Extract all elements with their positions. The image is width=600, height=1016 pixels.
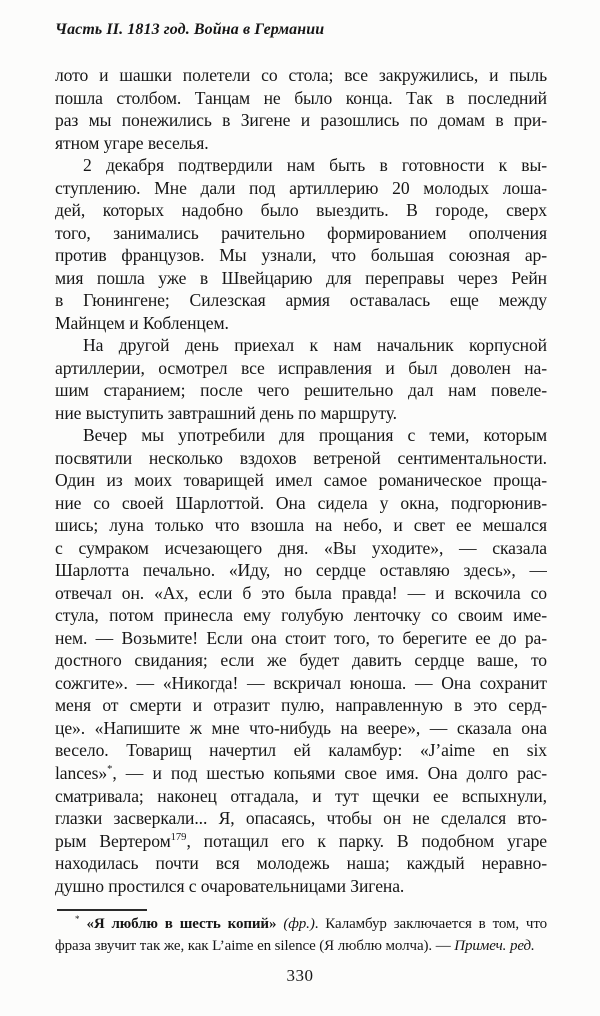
text-line: Вечер мы употребили для прощания с теми, которым [83, 425, 547, 446]
text-line: дей, которых надобно было выездить. В городе, сверх [55, 200, 547, 221]
text-line: отвечал он. «Ах, если б это была правда! — и вскочила со [55, 582, 547, 603]
text-line: того, занимались рачительно формированием ополчения [55, 222, 547, 243]
text-line: душно простился с очаровательницами Зигена. [55, 875, 405, 896]
text-line: находилась почти вся молодежь наша; каждый неравно- [55, 853, 547, 874]
text-line: ятном угаре веселья. [55, 132, 209, 153]
footnote-line: фраза звучит так же, как L’aime en silence (Я люблю молча). — Примеч. ред. [55, 937, 535, 954]
footnote-divider [57, 909, 147, 911]
text-line: 2 декабря подтвердили нам быть в готовности к вы- [83, 155, 547, 176]
text-line: посвятили несколько вздохов ветреной сентиментальности. [55, 447, 547, 468]
text-line: в Гюнингене; Силезская армия оставалась еще между [55, 290, 547, 311]
text-line: глазки засверкали... Я, опасаясь, чтобы он не сделался вто- [55, 808, 547, 829]
text-line: мия пошла уже в Швейцарию для переправы через Рейн [55, 267, 547, 288]
text-line: артиллерии, осмотрел все исправления и был доволен на- [55, 357, 547, 378]
footnote [55, 914, 547, 957]
text-line: шим старанием; после чего решительно дал нам повеле- [55, 380, 547, 401]
text-line: весело. Товарищ начертил ей каламбур: «J’aime en six [55, 740, 547, 761]
text-line: сматривала; наконец отгадала, и тут щечки ее вспыхнули, [55, 785, 547, 806]
text-line: нем. — Возьмите! Если она стоит того, то берегите ее до ра- [55, 627, 547, 648]
text-line: шись; луна только что взошла на небо, и свет ее мешался [55, 515, 547, 536]
text-line: Майнцем и Кобленцем. [55, 312, 229, 333]
text-line: пошла столбом. Танцам не было конца. Так в последний [55, 87, 547, 108]
running-header: Часть II. 1813 год. Война в Германии [55, 21, 325, 38]
text-line: лото и шашки полетели со стола; все закружились, и пыль [55, 65, 547, 85]
text-line: стула, потом принесла ему голубую ленточку со своим име- [55, 605, 547, 626]
text-line: рым Вертером$^{179}$, потащил его к парку. В подобном угаре [55, 830, 547, 851]
page-number: 330 [286, 966, 314, 985]
text-line: Один из моих товарищей имел самое романическое проща- [55, 470, 547, 491]
text-line: ступлению. Мне дали под артиллерию 20 молодых лоша- [55, 177, 547, 198]
text-line: Шарлотта печально. «Иду, но сердце оставляю здесь», — [55, 560, 547, 581]
text-line: против французов. Мы узнали, что большая союзная ар- [55, 245, 547, 266]
text-line: раз мы понежились в Зигене и разошлись по домам в при- [55, 110, 547, 131]
text-line: ние выступить завтрашний день по маршруту. [55, 402, 397, 423]
text-line: На другой день приехал к нам начальник корпусной [83, 335, 547, 356]
footnote-line: * «Я люблю в шесть копий» (фр.). Каламбур заключается в том, что [75, 914, 547, 932]
text-line: меня от смерти и отразит пулю, направленную в это серд- [55, 695, 547, 716]
text-line: с сумраком исчезающего дня. «Вы уходите», — сказала [55, 537, 547, 558]
text-line: достного свидания; если же будет давить сердце ваше, то [55, 650, 547, 671]
text-line: сожгите». — «Никогда! — вскричал юноша. — Она сохранит [55, 672, 547, 693]
body-text [55, 64, 547, 897]
text-line: це». «Напишите ж мне что-нибудь на веере», — сказала она [55, 717, 547, 738]
text-line: lances»*, — и под шестью копьями свое имя. Она долго рас- [55, 762, 547, 783]
text-line: ние со своей Шарлоттой. Она сидела у окна, подгорюнив- [55, 492, 547, 513]
